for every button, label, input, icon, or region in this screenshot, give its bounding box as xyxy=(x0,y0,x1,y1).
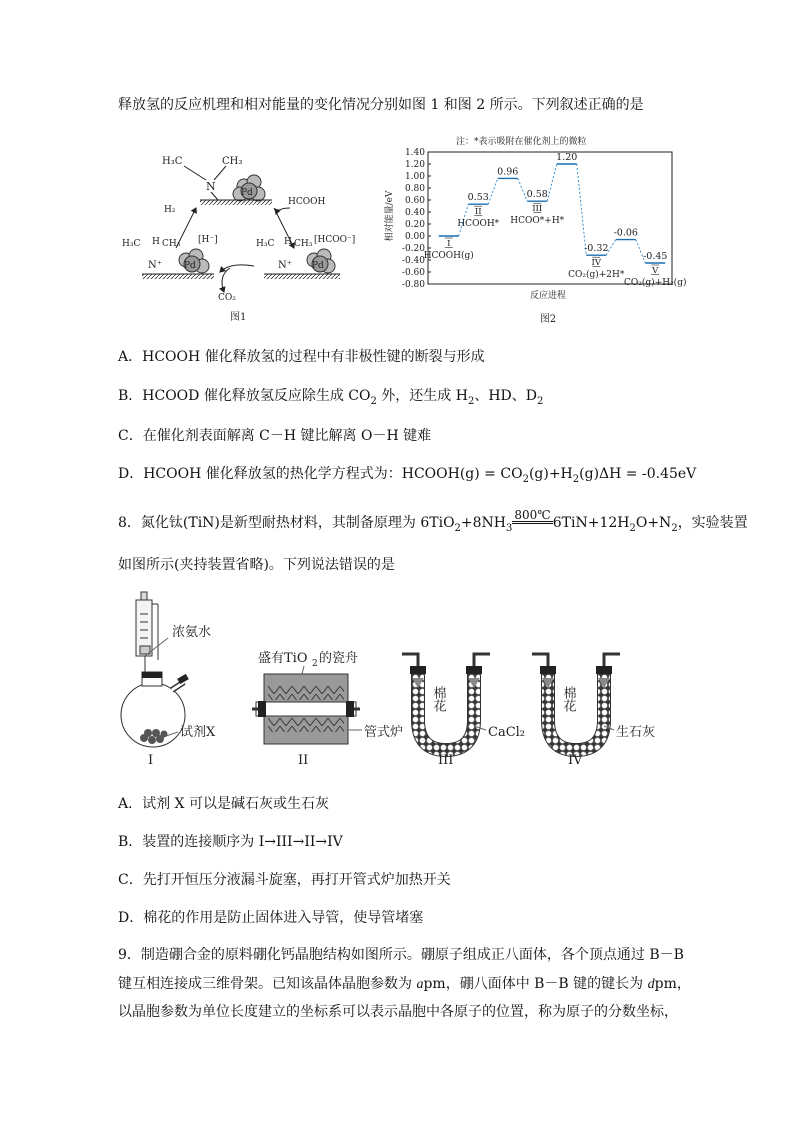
energy-value-label: -0.06 xyxy=(613,227,638,239)
q8-option-c: C．先打开恒压分液漏斗旋塞，再打开管式炉加热开关 xyxy=(118,872,451,888)
label-ii: II xyxy=(298,753,309,768)
energy-roman-label: V xyxy=(652,266,659,276)
fig1-caption: 图1 xyxy=(230,312,247,323)
energy-roman-label: IV xyxy=(591,258,601,269)
fig1-h2: H₂ xyxy=(164,205,176,215)
q7-b-sub2: 2 xyxy=(467,395,475,407)
q8-option-a: A．试剂 X 可以是碱石灰或生石灰 xyxy=(118,796,329,812)
energy-connector xyxy=(547,164,557,201)
chart-y-tick-label: 1.00 xyxy=(404,172,425,182)
energy-species-label: HCOO*+H* xyxy=(510,216,565,227)
chart-y-tick-label: 0.20 xyxy=(404,220,425,230)
energy-species-label: HCOOH(g) xyxy=(423,251,474,261)
q9-line3: 以晶胞参数为单位长度建立的坐标系可以表示晶胞中各原子的位置，称为原子的分数坐标， xyxy=(118,1004,678,1020)
label-boat-pre: 盛有TiO xyxy=(258,651,308,666)
energy-value-label: 0.53 xyxy=(467,192,489,204)
apparatus-i xyxy=(121,592,216,768)
chart-y-tick-label: 0.60 xyxy=(404,196,425,206)
chart-y-tick-label: 0.00 xyxy=(404,232,425,242)
intro-text: 释放氢的反应机理和相对能量的变化情况分别如图 1 和图 2 所示。下列叙述正确的是 xyxy=(118,97,644,113)
chart-title: 注：*表示吸附在催化剂上的微粒 xyxy=(456,137,587,147)
label-iii: III xyxy=(438,753,454,768)
q7-b-sub3: 2 xyxy=(537,395,544,407)
q7-d-part3: (g)ΔH = -0.45eV xyxy=(579,466,697,482)
fig1-pd-cluster-right xyxy=(307,249,335,273)
fig1-right-n: N⁺ xyxy=(278,260,293,271)
q7-option-d xyxy=(118,463,696,485)
chart-y-tick-label: 1.20 xyxy=(404,160,425,170)
q8-sub2: 3 xyxy=(506,522,513,534)
energy-value-label: -0.32 xyxy=(584,243,609,255)
q7-option-a: A．HCOOH 催化释放氢的过程中有非极性键的断裂与形成 xyxy=(118,349,485,365)
energy-species-label: CO₂(g)+2H* xyxy=(568,270,625,281)
q7-b-part1: B．HCOOD 催化释放氢反应除生成 CO xyxy=(118,388,371,404)
label-cotton-iv: 棉花 xyxy=(560,686,576,712)
q8-stem-e: ，实验装置 xyxy=(677,515,748,531)
q7-option-c: C．在催化剂表面解离 C－H 键比解离 O－H 键难 xyxy=(118,428,432,444)
q7-b-part3: 、HD、D xyxy=(474,388,538,404)
label-i: I xyxy=(148,753,154,768)
label-quicklime: 生石灰 xyxy=(616,725,656,740)
q8-apparatus-figure xyxy=(118,590,678,770)
fig1-left-ch3: CH₃ xyxy=(162,239,181,249)
fig1-right-ion: [HCOO⁻] xyxy=(314,235,356,245)
chart-y-tick-label: 0.80 xyxy=(404,184,425,194)
energy-species-label: HCOOH* xyxy=(457,219,500,230)
chart-y-tick-label: -0.20 xyxy=(401,244,425,254)
label-boat-sub: 2 xyxy=(312,659,318,669)
q9-var-d: d xyxy=(647,977,655,992)
q7-d-part2: (g)+H xyxy=(528,466,573,482)
chart-y-tick-label: 1.40 xyxy=(404,148,425,158)
fig1-pd-cluster-left xyxy=(179,249,209,273)
q8-stem-a: 8．氮化钛(TiN)是新型耐热材料，其制备原理为 6TiO xyxy=(118,515,455,531)
fig1-left-h3c: H₃C xyxy=(122,239,141,249)
q7-d-sub1: 2 xyxy=(522,473,529,485)
fig1-top-n: N xyxy=(206,180,216,193)
energy-roman-label: III xyxy=(532,204,543,215)
chart-caption: 图2 xyxy=(539,314,557,325)
fig1-pd-cluster-top xyxy=(233,175,265,201)
fig1-top-h3c: H₃C xyxy=(162,156,183,167)
q8-stem-line1 xyxy=(118,508,748,534)
fig1-top-ch3: CH₃ xyxy=(222,156,243,167)
chart-y-tick-label: -0.60 xyxy=(401,268,425,278)
fig1-pd-right: Pd xyxy=(312,261,324,271)
energy-species-label: CO₂(g)+H₂(g) xyxy=(624,278,687,288)
q8-stem-line2: 如图所示(夹持装置省略)。下列说法错误的是 xyxy=(118,557,395,573)
q7-d-part1: D．HCOOH 催化释放氢的热化学方程式为：HCOOH(g) = CO xyxy=(118,466,523,482)
q8-stem-c: 6TiN+12H xyxy=(552,515,630,531)
fig1-right-h: H xyxy=(284,237,292,247)
q8-option-d: D．棉花的作用是防止固体进入导管，使导管堵塞 xyxy=(118,910,424,926)
apparatus-iii xyxy=(402,654,525,768)
q8-sub1: 2 xyxy=(454,522,461,534)
chart-y-tick-label: 0.40 xyxy=(404,208,425,218)
fig1-left-n: N⁺ xyxy=(148,260,163,271)
q9-line2-a: 键互相连接成三维骨架。已知该晶体晶胞参数为 xyxy=(118,976,417,992)
label-cacl2: CaCl₂ xyxy=(488,725,526,740)
energy-value-label: 0.96 xyxy=(497,166,519,178)
q8-stem-b: +8NH xyxy=(460,515,507,531)
energy-connector xyxy=(488,178,498,204)
label-iv: IV xyxy=(568,753,583,768)
label-furnace: 管式炉 xyxy=(364,725,404,740)
q7-b-sub1: 2 xyxy=(370,395,377,407)
q9-line2 xyxy=(118,973,691,993)
fig1-left-h: H xyxy=(152,237,160,247)
q7-b-part2: 外，还生成 H xyxy=(376,388,468,404)
q8-sub4: 2 xyxy=(671,522,678,534)
apparatus-iv xyxy=(532,654,655,768)
q7-d-sub2: 2 xyxy=(572,473,580,485)
label-cotton-iii: 棉花 xyxy=(430,686,446,712)
q9-line2-c: pm， xyxy=(654,976,691,992)
q8-stem-d: O+N xyxy=(635,515,672,531)
fig1-right-ch3: CH₃ xyxy=(294,239,313,249)
fig1-pd-top: Pd xyxy=(241,188,253,198)
q8-option-b: B．装置的连接顺序为 I→III→II→IV xyxy=(118,834,343,850)
figure-2-energy-chart xyxy=(378,132,687,328)
chart-y-tick-label: -0.80 xyxy=(401,280,425,290)
chart-ylabel: 相对能量/eV xyxy=(385,190,395,242)
fig1-co2: CO₂ xyxy=(218,293,236,303)
energy-value-label: -0.45 xyxy=(643,251,668,262)
fig1-left-ion: [H⁻] xyxy=(198,235,218,245)
energy-value-label: 1.20 xyxy=(556,152,578,163)
q9-var-a: a xyxy=(416,977,424,992)
chart-xlabel: 反应进程 xyxy=(529,291,567,301)
label-ammonia: 浓氨水 xyxy=(172,625,212,640)
label-boat-post: 的瓷舟 xyxy=(319,651,359,666)
energy-connector xyxy=(577,164,587,255)
q8-condition: 800℃ xyxy=(514,508,551,522)
energy-roman-label: I xyxy=(447,239,451,249)
energy-value-label: 0.58 xyxy=(526,189,548,201)
q7-option-b xyxy=(118,385,543,407)
q9-line2-b: pm，硼八面体中 B－B 键的键长为 xyxy=(423,976,648,992)
chart-y-tick-label: -0.40 xyxy=(401,256,425,266)
energy-roman-label: II xyxy=(474,207,482,218)
fig1-right-h3c: H₃C xyxy=(256,239,275,249)
q9-line1: 9．制造硼合金的原料硼化钙晶胞结构如图所示。硼原子组成正八面体，各个顶点通过 B－B xyxy=(118,947,684,963)
fig1-hcooh: HCOOH xyxy=(288,197,326,207)
fig1-pd-left: Pd xyxy=(184,261,196,271)
apparatus-ii xyxy=(252,650,403,768)
q8-sub3: 2 xyxy=(629,522,636,534)
label-reagent-x: 试剂X xyxy=(180,725,216,740)
figure-1-mechanism xyxy=(118,148,363,328)
